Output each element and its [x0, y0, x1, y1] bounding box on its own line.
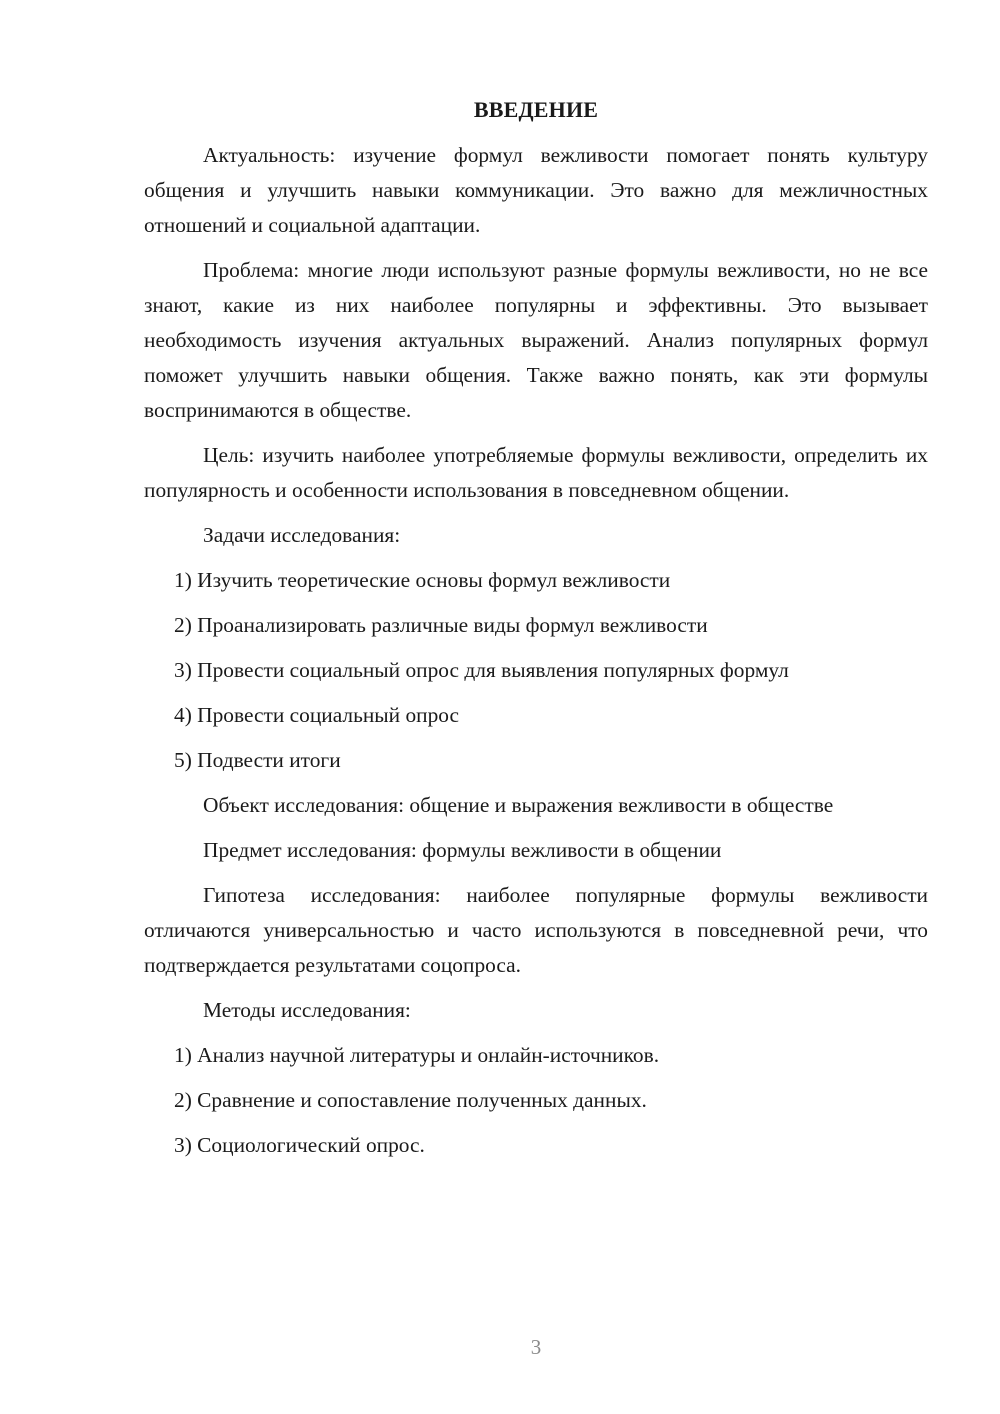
relevance-paragraph: Актуальность: изучение формул вежливости помогает понять культуру общения и улучшить навыки коммуникации. Это важно для межличностных отношений и социальной адаптации. [144, 143, 928, 237]
hypothesis-paragraph: Гипотеза исследования: наиболее популярные формулы вежливости отличаются универсальностью и часто используются в повседневной речи, что подтверждается результатами соцопроса. [144, 883, 928, 977]
list-item: 4) Провести социальный опрос [174, 703, 460, 727]
list-item: 1) Анализ научной литературы и онлайн-источников. [174, 1043, 660, 1067]
list-item: 2) Сравнение и сопоставление полученных данных. [174, 1088, 647, 1112]
list-item: 5) Подвести итоги [174, 748, 341, 772]
object-line: Объект исследования: общение и выражения вежливости в обществе [203, 793, 834, 817]
document-page [144, 92, 928, 1173]
tasks-heading: Задачи исследования: [203, 523, 401, 547]
problem-paragraph: Проблема: многие люди используют разные формулы вежливости, но не все знают, какие из них наиболее популярны и эффективны. Это вызывает необходимость изучения актуальных выражений. Анализ популярных формул поможет улучшить навыки общения. Также важно понять, как эти формулы воспринимаются в обществе. [144, 258, 928, 422]
list-item: 2) Проанализировать различные виды формул вежливости [174, 613, 708, 637]
page-number: 3 [530, 1335, 542, 1359]
methods-heading: Методы исследования: [203, 998, 411, 1022]
page-title: ВВЕДЕНИЕ [473, 97, 599, 122]
tasks-list [144, 563, 928, 778]
list-item: 3) Провести социальный опрос для выявления популярных формул [174, 658, 789, 682]
list-item: 3) Социологический опрос. [174, 1133, 425, 1157]
methods-list [144, 1038, 928, 1163]
subject-line: Предмет исследования: формулы вежливости в общении [203, 838, 722, 862]
list-item: 1) Изучить теоретические основы формул вежливости [174, 568, 671, 592]
goal-paragraph: Цель: изучить наиболее употребляемые формулы вежливости, определить их популярность и особенности использования в повседневном общении. [144, 443, 928, 502]
